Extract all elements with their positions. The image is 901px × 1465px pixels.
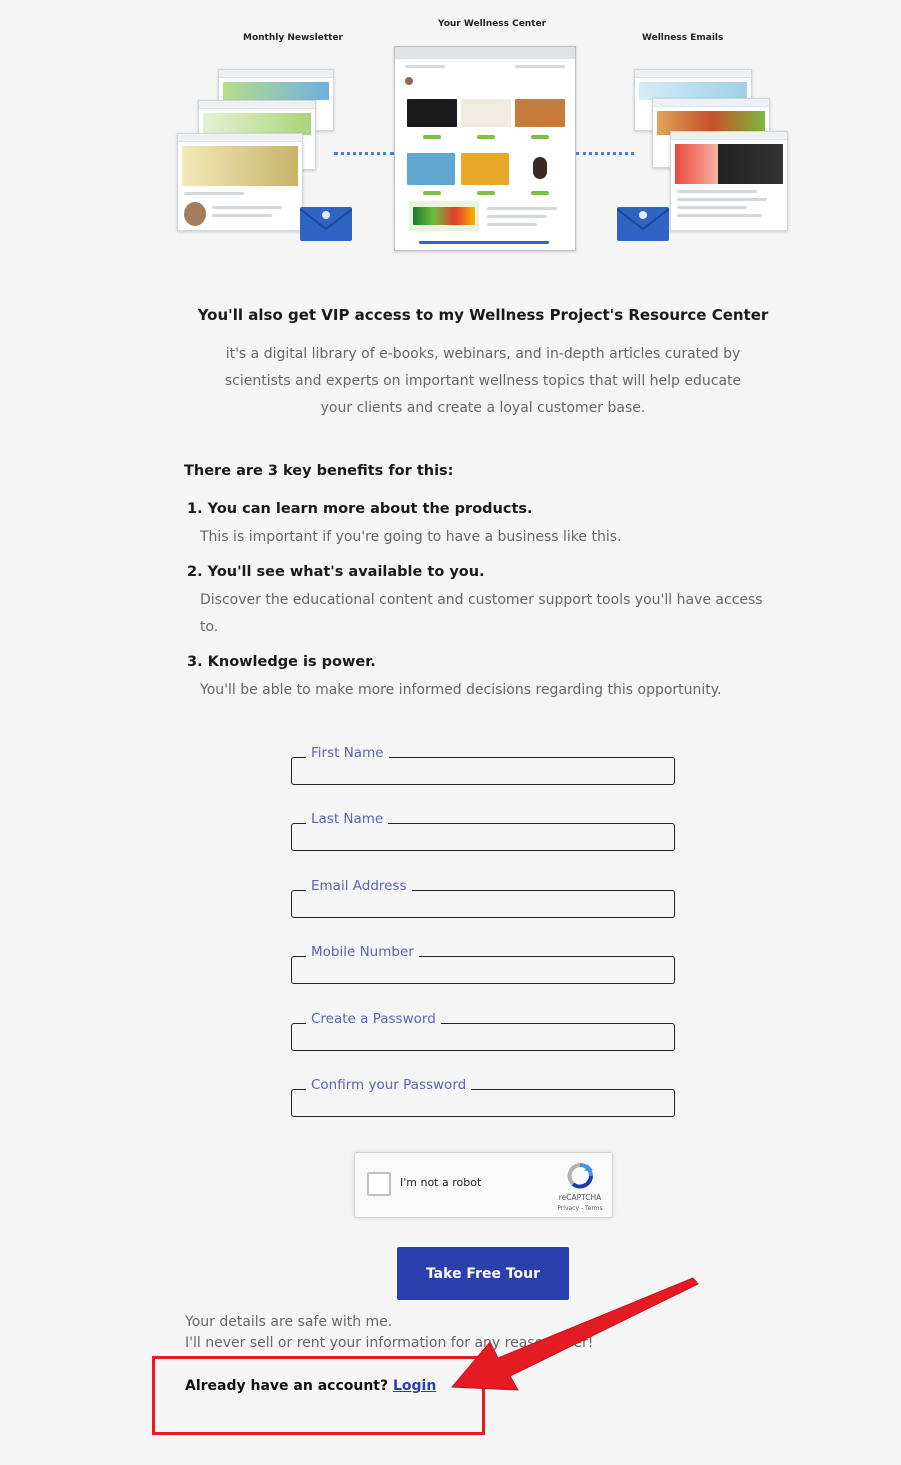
email-label: Email Address [306,877,412,895]
benefit-description: This is important if you're going to have a business like this. [200,529,622,545]
first-name-field[interactable] [291,745,675,785]
last-name-label: Last Name [306,810,388,828]
recaptcha-checkbox[interactable] [367,1172,391,1196]
privacy-note-line-2: I'll never sell or rent your information for any reason ever! [185,1335,594,1351]
label-wellness-emails: Wellness Emails [642,33,724,43]
benefits-heading: There are 3 key benefits for this: [184,463,454,479]
label-wellness-center: Your Wellness Center [438,19,547,29]
privacy-note-line-1: Your details are safe with me. [185,1314,393,1330]
create-password-field[interactable] [291,1011,675,1051]
recaptcha-label: I'm not a robot [400,1176,482,1189]
login-link[interactable]: Login [392,1378,437,1394]
wellness-center-preview [394,46,576,251]
account-prompt-text: Already have an account? [185,1378,389,1394]
last-name-field[interactable] [291,811,675,851]
benefit-description: You'll be able to make more informed decisions regarding this opportunity. [200,682,722,698]
recaptcha-brand: reCAPTCHA [558,1193,602,1202]
confirm-password-label: Confirm your Password [306,1076,471,1094]
benefit-title: 3. Knowledge is power. [187,654,376,670]
envelope-icon [300,207,352,241]
mobile-number-field[interactable] [291,944,675,984]
connector-left [334,152,394,155]
red-arrow-icon [440,1270,710,1400]
benefit-title: 2. You'll see what's available to you. [187,564,485,580]
highlight-annotation-box [152,1356,485,1435]
label-monthly-newsletter: Monthly Newsletter [243,33,343,43]
envelope-icon [617,207,669,241]
email-field[interactable] [291,878,675,918]
benefit-description: Discover the educational content and customer support tools you'll have access to. [200,592,763,635]
vip-description: it's a digital library of e-books, webinars, and in-depth articles curated by scientists and experts on important wellness topics that will help educate your clients and create a loyal customer base. [224,346,742,416]
recaptcha-logo-icon [565,1162,595,1190]
recaptcha-terms-link[interactable]: Privacy - Terms [557,1205,603,1212]
email-input[interactable] [292,891,674,917]
create-password-input[interactable] [292,1024,674,1050]
mobile-number-label: Mobile Number [306,943,419,961]
connector-right [576,152,634,155]
mobile-number-input[interactable] [292,957,674,983]
vip-title: You'll also get VIP access to my Wellness Project's Resource Center [197,306,769,324]
first-name-input[interactable] [292,758,674,784]
benefit-title: 1. You can learn more about the products. [187,501,533,517]
confirm-password-input[interactable] [292,1090,674,1116]
take-free-tour-button[interactable]: Take Free Tour [397,1247,569,1300]
recaptcha-widget [354,1152,613,1218]
confirm-password-field[interactable] [291,1077,675,1117]
first-name-label: First Name [306,744,389,762]
create-password-label: Create a Password [306,1010,441,1028]
last-name-input[interactable] [292,824,674,850]
